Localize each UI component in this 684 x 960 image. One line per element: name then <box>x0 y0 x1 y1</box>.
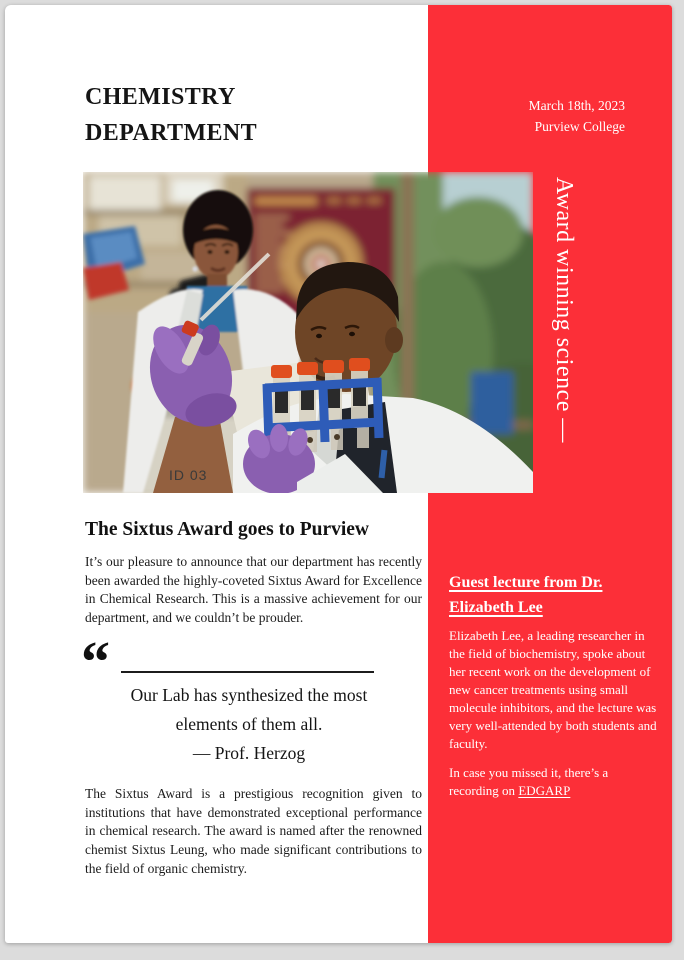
issue-date: March 18th, 2023 <box>528 98 625 113</box>
article-paragraph-1: It’s our pleasure to announce that our department has recently been awarded the highly-coveted Sixtus Award for Excellence in Chemical Research. This is a massive achievement for our department, and we couldn’t be prouder. <box>85 554 422 626</box>
guest-lecture-heading: Guest lecture from Dr. Elizabeth Lee <box>449 574 603 616</box>
article-heading: The Sixtus Award goes to Purview <box>85 519 370 540</box>
recording-note <box>449 764 661 800</box>
newsletter-page <box>5 5 672 943</box>
recording-link[interactable]: EDGARP <box>518 783 571 798</box>
article-paragraph-2: The Sixtus Award is a prestigious recognition given to institutions that have demonstrated exceptional performance in chemical research. The award is named after the renowned chemist Sixtus Leung, who made significant contributions to the field of organic chemistry. <box>85 786 422 876</box>
vertical-tagline: Award winning science — <box>551 177 577 443</box>
issue-info <box>428 95 625 137</box>
page-title-line2: DEPARTMENT <box>85 120 258 146</box>
pull-quote-text: Our Lab has synthesized the most elements of them all. <box>130 685 368 734</box>
guest-lecture-body: Elizabeth Lee, a leading researcher in the field of biochemistry, spoke about her recent work on the development of new cancer treatments using small molecule inhibitors, and the lecture was very well-attended by both students and faculty. <box>449 628 657 751</box>
microscope-id-label: ID 03 <box>169 467 208 483</box>
quote-divider-line <box>121 671 374 673</box>
pull-quote-attribution: — Prof. Herzog <box>192 743 306 763</box>
page-title-line1: CHEMISTRY <box>85 84 236 110</box>
institution-name: Purview College <box>534 119 625 134</box>
quote-mark-icon: “ <box>81 629 110 694</box>
page-title <box>85 79 257 151</box>
recording-note-text: In case you missed it, there’s a recording on <box>449 765 609 798</box>
guest-lecture-section <box>449 571 661 800</box>
pull-quote <box>129 681 369 768</box>
lab-photo <box>83 172 533 493</box>
